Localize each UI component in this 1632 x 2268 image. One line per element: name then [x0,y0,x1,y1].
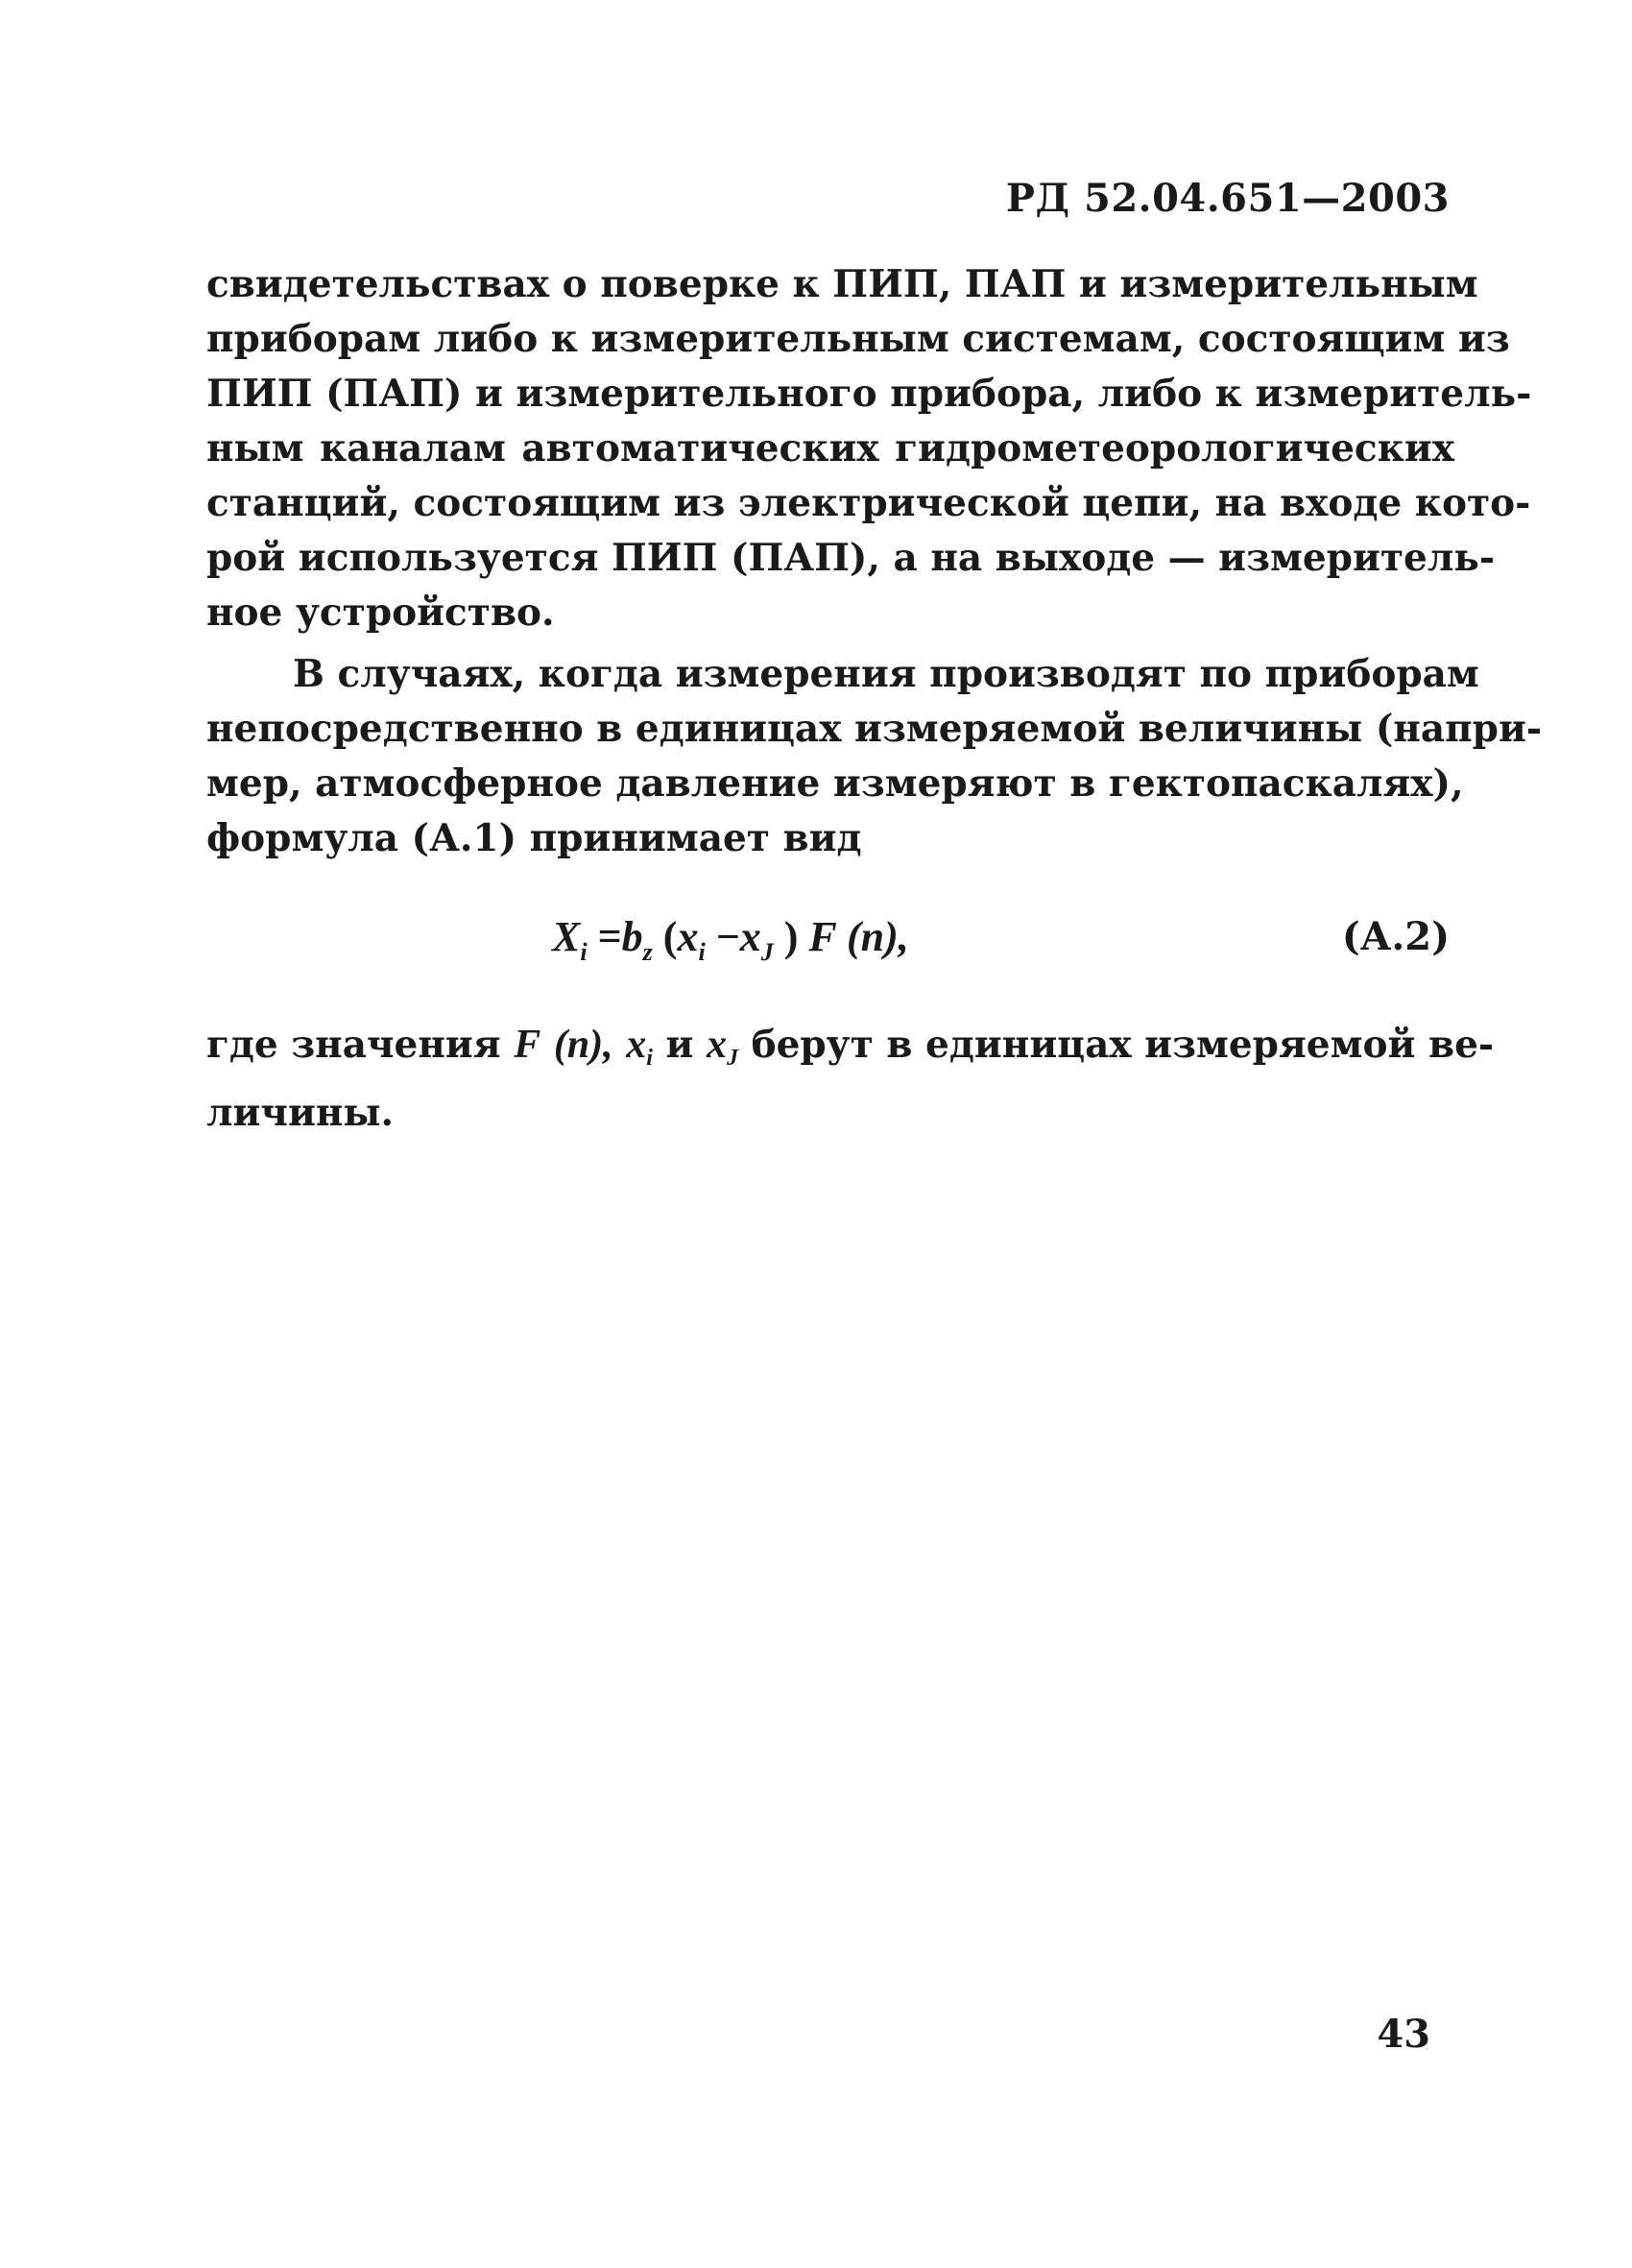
formula-a2 [552,912,909,967]
paragraph-3 [206,1018,1495,1141]
paragraph-1-line: приборам либо к измерительным системам, состоящим из [206,317,1510,361]
inline-function-arg: (n), [553,1023,613,1067]
formula-x2: x [739,913,761,960]
inline-x1-subscript: i [646,1046,653,1071]
formula-x2-subscript: J [760,938,774,966]
paragraph-1 [206,257,1532,640]
formula-coefficient: b [621,913,643,960]
formula-minus: − [715,913,740,960]
page-number: 43 [1377,2012,1430,2057]
formula-lhs: X [552,913,581,960]
inline-x2 [707,1023,738,1071]
inline-x1-base: x [626,1023,647,1067]
paragraph-3-line-2: личины. [206,1091,395,1135]
paragraph-1-line: свидетельствах о поверке к ПИП, ПАП и измерительным [206,262,1478,306]
paragraph-1-line: рой используется ПИП (ПАП), а на выходе — измеритель- [206,536,1496,580]
paragraph-3-text-2: берут в единицах измеряемой ве- [751,1023,1495,1067]
paragraph-1-line: станций, состоящим из электрической цепи, на входе кото- [206,481,1531,525]
paragraph-2-line: формула (А.1) принимает вид [206,816,862,860]
formula-argument: (n), [846,913,909,960]
formula-lhs-subscript: i [580,938,588,966]
formula-open-paren: ( [662,913,678,960]
formula-number: (А.2) [1341,914,1450,959]
formula-x1-subscript: i [698,938,706,966]
formula-function: F [808,913,836,960]
inline-x2-subscript: J [727,1046,738,1071]
inline-function: F [514,1023,541,1067]
paragraph-1-line: ным каналам автоматических гидрометеорологических [206,426,1454,470]
formula-coefficient-subscript: z [642,938,653,966]
inline-conjunction: и [665,1023,694,1067]
document-code-header: РД 52.04.651—2003 [1005,176,1450,221]
paragraph-2-line: непосредственно в единицах измеряемой величины (напри- [206,707,1543,751]
paragraph-3-text-1: где значения [206,1023,501,1067]
paragraph-3-line-1 [206,1018,1495,1086]
paragraph-1-line: ное устройство. [206,591,555,635]
paragraph-2 [206,647,1543,866]
paragraph-1-line: ПИП (ПАП) и измерительного прибора, либо к измеритель- [206,372,1532,416]
paragraph-2-line: мер, атмосферное давление измеряют в гектопаскалях), [206,761,1464,806]
paragraph-2-line: В случаях, когда измерения производят по приборам [293,652,1479,696]
formula-close-paren: ) [783,913,799,960]
formula-equals: = [597,913,622,960]
inline-x1 [626,1023,653,1071]
inline-x2-base: x [707,1023,727,1067]
formula-x1: x [677,913,699,960]
